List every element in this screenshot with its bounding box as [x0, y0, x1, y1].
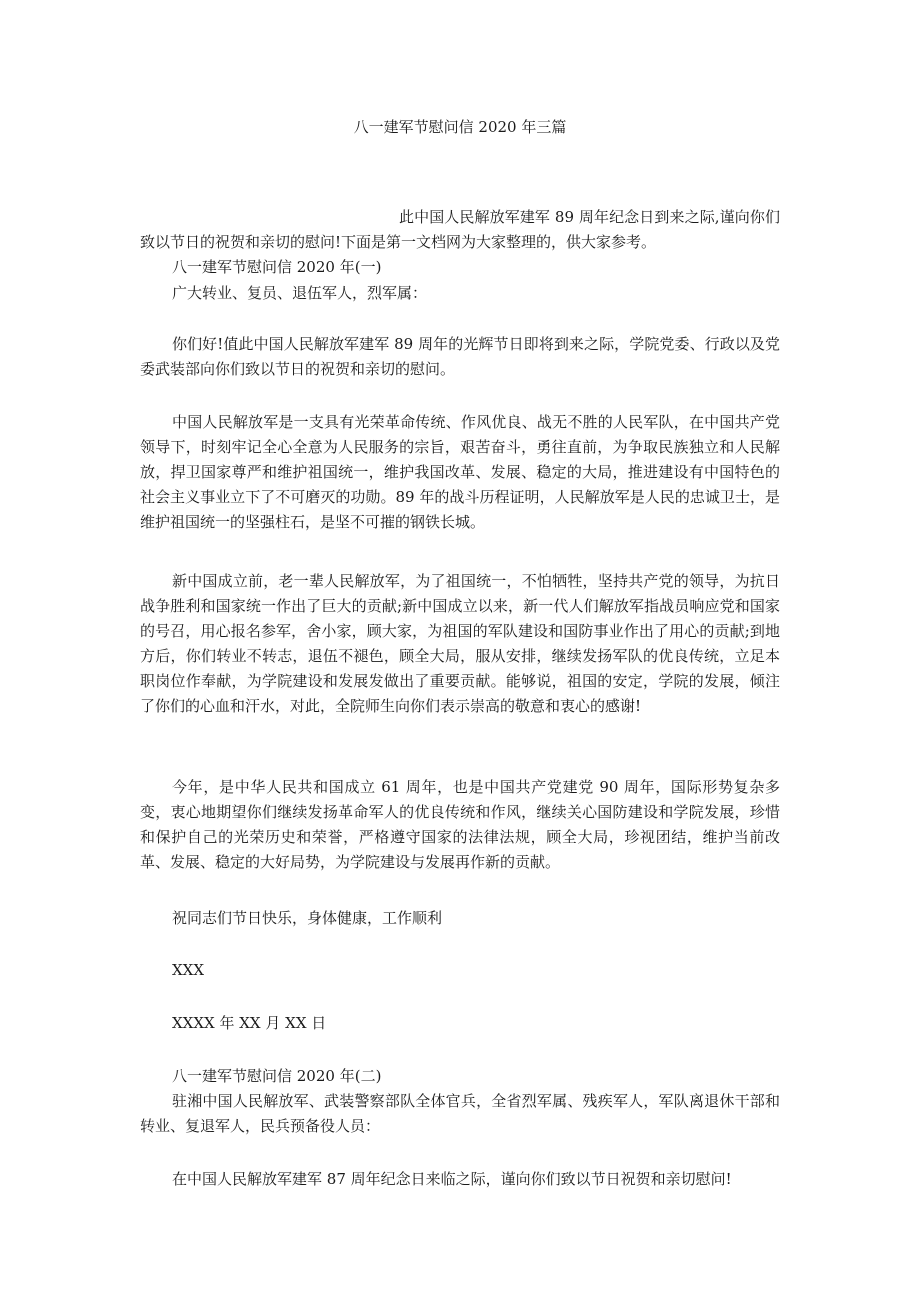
letter1-signature: XXX — [172, 961, 205, 979]
letter1-salutation: 广大转业、复员、退伍军人，烈军属： — [172, 284, 428, 302]
letter1-date: XXXX 年 XX 月 XX 日 — [172, 1014, 327, 1032]
letter2-salutation: 驻湘中国人民解放军、武装警察部队全体官兵，全省烈军属、残疾军人，军队离退休干部和转业、复退军人，民兵预备役人员： — [140, 1092, 780, 1135]
letter1-paragraph-1: 你们好!值此中国人民解放军建军 89 周年的光辉节日即将到来之际，学院党委、行政以及党委武装部向你们致以节日的祝贺和亲切的慰问。 — [140, 335, 780, 378]
letter1-heading: 八一建军节慰问信 2020 年(一) — [172, 258, 382, 276]
letter1-paragraph-3: 新中国成立前，老一辈人民解放军，为了祖国统一，不怕牺牲，坚持共产党的领导，为抗日战争胜利和国家统一作出了巨大的贡献;新中国成立以来，新一代人们解放军指战员响应党和国家的号召，用心报名参军，舍小家，顾大家，为祖国的军队建设和国防事业作出了用心的贡献;到地方后，你们转业不转志，退伍不褪色，顾全大局，服从安排，继续发扬军队的优良传统，立足本职岗位作奉献，为学院建设和发展发做出了重要贡献。能够说，祖国的安定，学院的发展，倾注了你们的心血和汗水，对此，全院师生向你们表示崇高的敬意和衷心的感谢! — [140, 572, 780, 715]
letter2-paragraph-1: 在中国人民解放军建军 87 周年纪念日来临之际，谨向你们致以节日祝贺和亲切慰问! — [172, 1170, 732, 1188]
document-title: 八一建军节慰问信 2020 年三篇 — [353, 118, 567, 136]
intro-paragraph: 此中国人民解放军建军 89 周年纪念日到来之际,谨向你们致以节日的祝贺和亲切的慰问!下面是第一文档网为大家整理的，供大家参考。 — [140, 208, 780, 251]
letter2-heading: 八一建军节慰问信 2020 年(二) — [172, 1067, 382, 1085]
letter1-paragraph-2: 中国人民解放军是一支具有光荣革命传统、作风优良、战无不胜的人民军队，在中国共产党领导下，时刻牢记全心全意为人民服务的宗旨，艰苦奋斗，勇往直前，为争取民族独立和人民解放，捍卫国家尊严和维护祖国统一，维护我国改革、发展、稳定的大局，推进建设有中国特色的社会主义事业立下了不可磨灭的功勋。89 年的战斗历程证明，人民解放军是人民的忠诚卫士，是维护祖国统一的坚强柱石，是坚不可摧的钢铁长城。 — [140, 413, 780, 531]
letter1-closing: 祝同志们节日快乐，身体健康，工作顺利 — [172, 909, 443, 927]
letter1-paragraph-4: 今年，是中华人民共和国成立 61 周年，也是中国共产党建党 90 周年，国际形势复杂多变，衷心地期望你们继续发扬革命军人的优良传统和作风，继续关心国防建设和学院发展，珍惜和保护自己的光荣历史和荣誉，严格遵守国家的法律法规，顾全大局，珍视团结，维护当前改革、发展、稳定的大好局势，为学院建设与发展再作新的贡献。 — [140, 778, 780, 871]
